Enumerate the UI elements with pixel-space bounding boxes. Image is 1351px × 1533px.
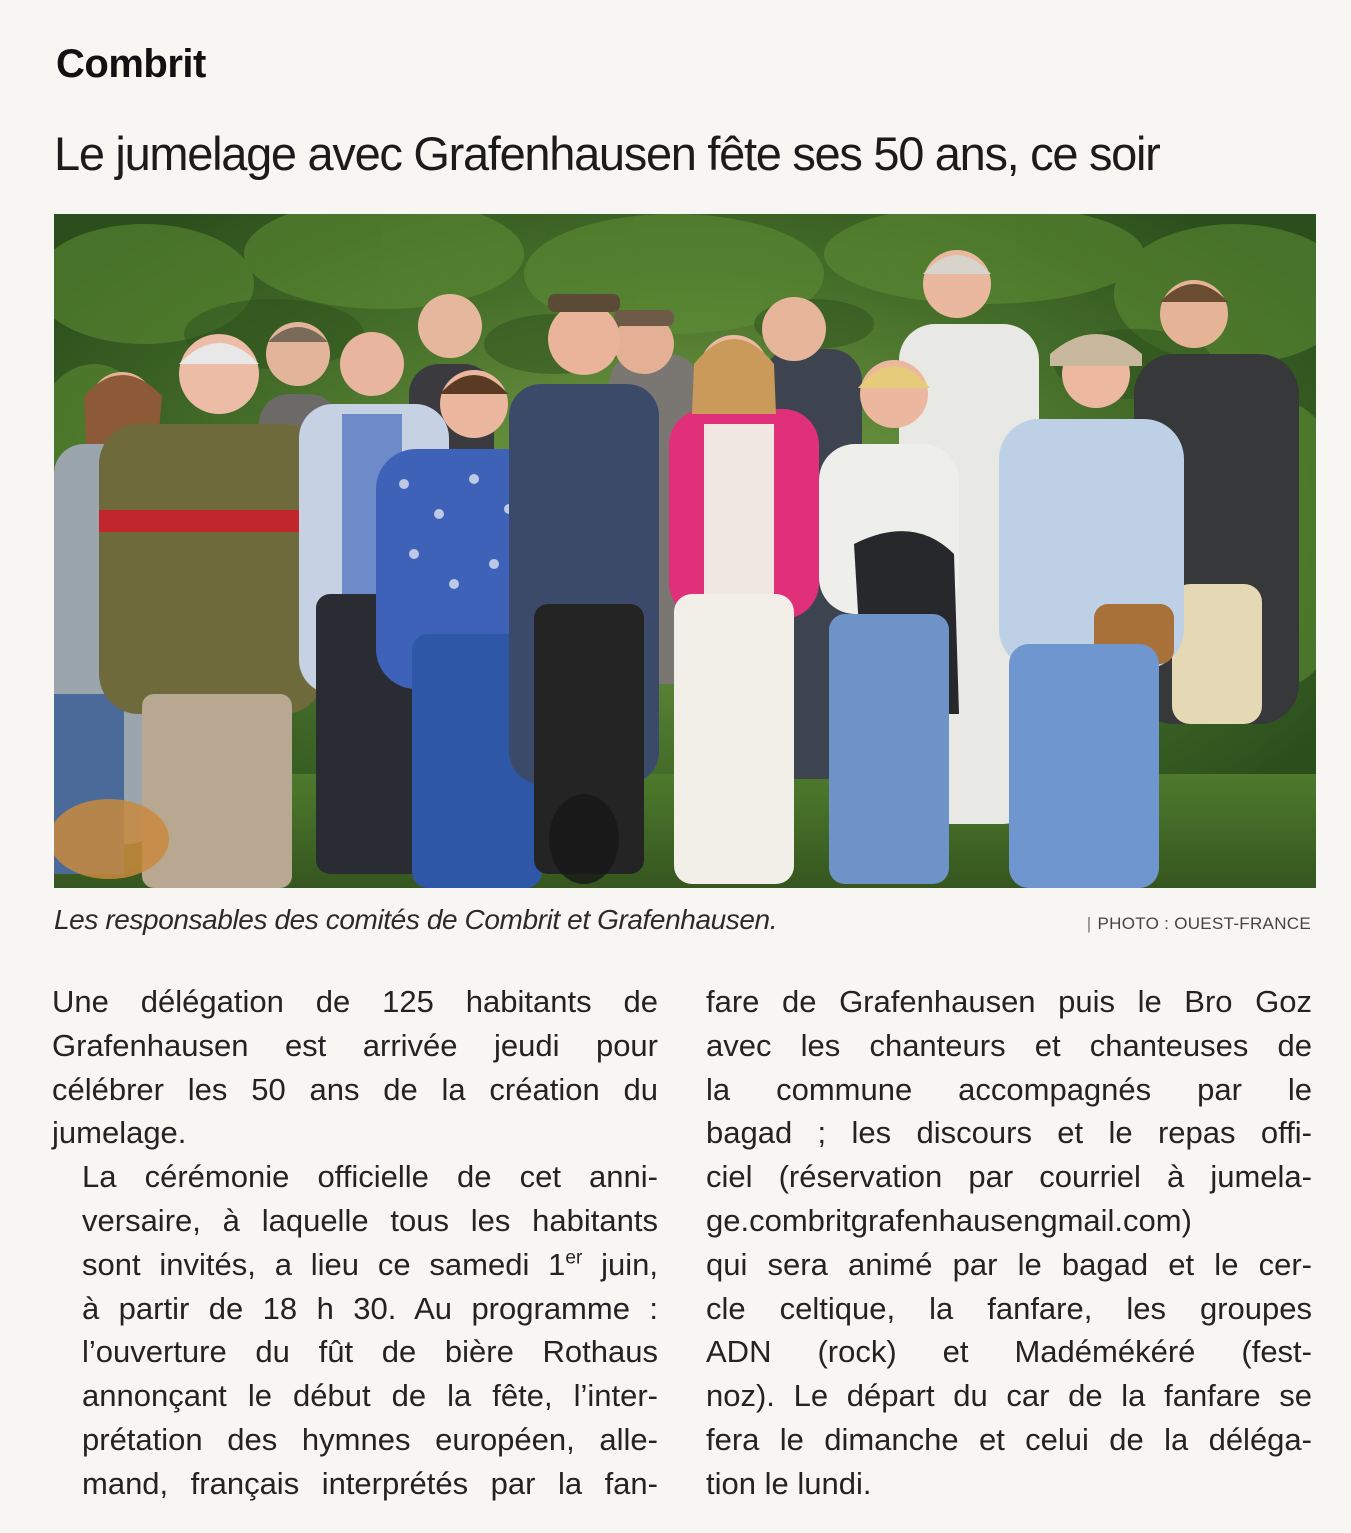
text-line: Une délégation de 125 habitants de [52, 984, 658, 1019]
paragraph-1 [52, 980, 658, 1155]
article-column-left [52, 980, 658, 1506]
text-line: célébrer les 50 ans de la création du [52, 1071, 658, 1107]
text-line: bagad ; les discours et le repas offi- [706, 1115, 1312, 1151]
text-line: jumelage. [52, 1115, 187, 1151]
text-line: cle celtique, la fanfare, les groupes [706, 1290, 1312, 1326]
text-line: à partir de 18 h 30. Au programme : [82, 1290, 658, 1326]
text-line: fare de Grafenhausen puis le Bro Goz [706, 984, 1312, 1019]
photo-caption: Les responsables des comités de Combrit et Grafenhausen. [54, 904, 778, 935]
text-line: ciel (réservation par courriel à jumela- [706, 1159, 1312, 1195]
article-column-right [706, 980, 1312, 1506]
text-line: prétation des hymnes européen, alle- [82, 1421, 658, 1457]
text-line: la commune accompagnés par le [706, 1071, 1312, 1107]
paragraph-2-continued [706, 980, 1312, 1506]
text-line: La cérémonie officielle de cet anni- [82, 1159, 658, 1195]
text-line: Grafenhausen est arrivée jeudi pour [52, 1027, 658, 1063]
text-line: ADN (rock) et Madémékéré (fest- [706, 1334, 1312, 1370]
text-line: annonçant le début de la fête, l’inter- [82, 1378, 658, 1414]
photo-credit: | PHOTO : OUEST-FRANCE [1086, 914, 1311, 933]
paragraph-2 [52, 1155, 658, 1505]
text-line: tion le lundi. [706, 1465, 872, 1501]
text-line: avec les chanteurs et chanteuses de [706, 1027, 1312, 1063]
article-headline: Le jumelage avec Grafenhausen fête ses 50 ans, ce soir [54, 127, 1160, 180]
text-line: l’ouverture du fût de bière Rothaus [82, 1334, 658, 1370]
text-line: mand, français interprétés par la fan- [82, 1465, 658, 1501]
rubric-title: Combrit [56, 42, 206, 86]
text-line: ge.combritgrafenhausengmail.com) [706, 1202, 1192, 1238]
text-line: fera le dimanche et celui de la déléga- [706, 1421, 1312, 1457]
text-line: noz). Le départ du car de la fanfare se [706, 1378, 1312, 1414]
text-line: sont invités, a lieu ce samedi 1er juin, [82, 1246, 658, 1282]
group-photo-illustration [54, 214, 1316, 888]
text-line: versaire, à laquelle tous les habitants [82, 1202, 658, 1238]
group-photo [54, 214, 1316, 888]
photo-credit-text: PHOTO : OUEST-FRANCE [1097, 914, 1311, 933]
text-line: qui sera animé par le bagad et le cer- [706, 1246, 1312, 1282]
